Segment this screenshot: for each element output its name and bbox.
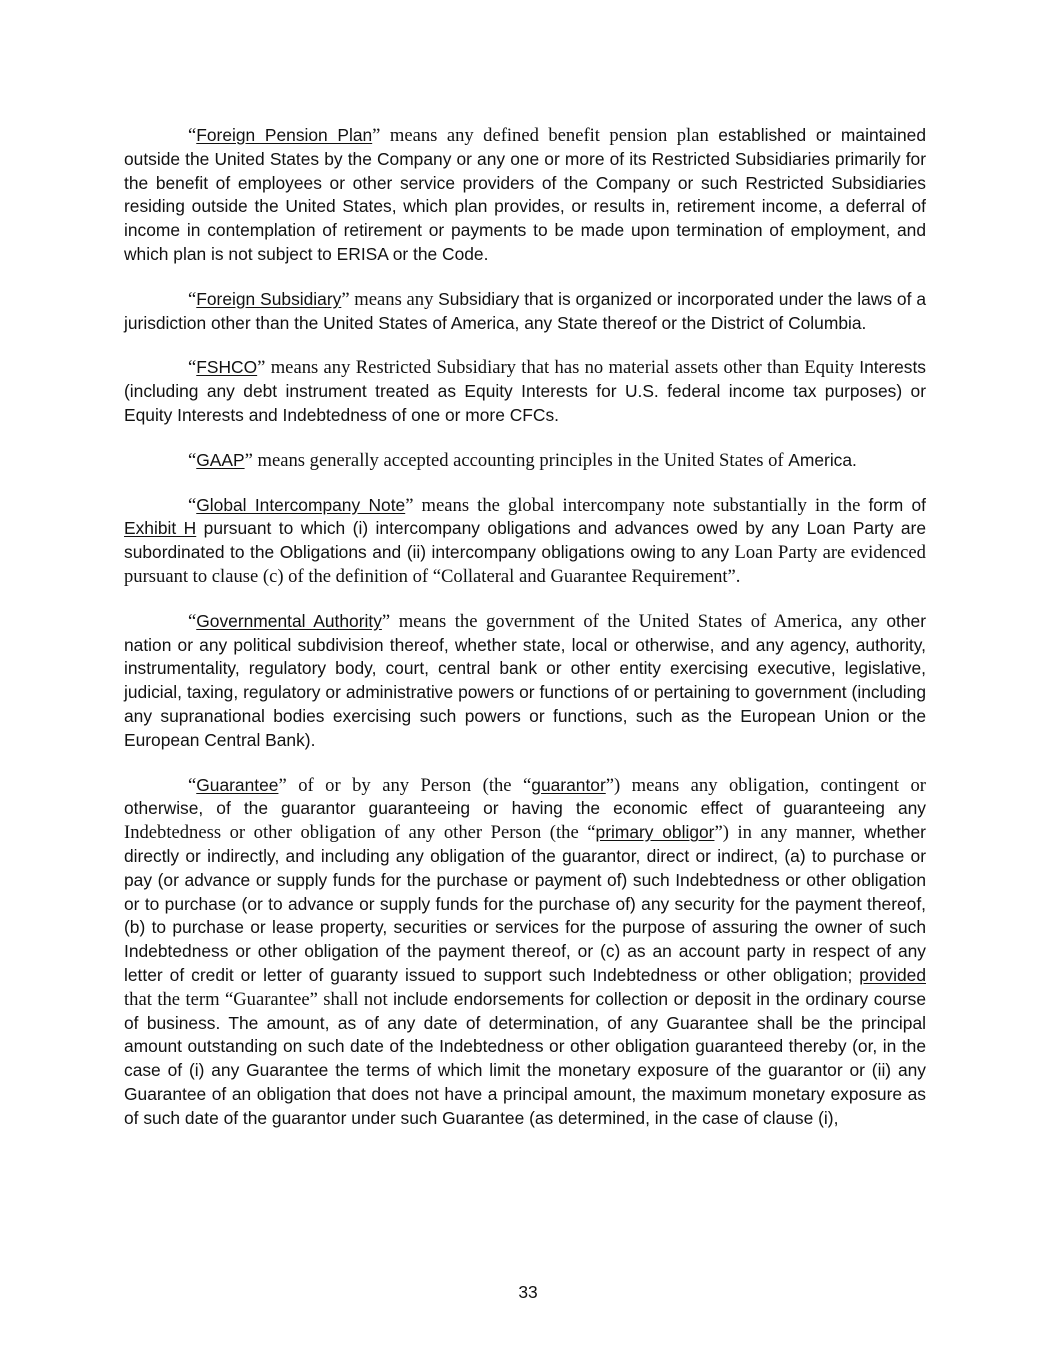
definition-fshco: “FSHCO” means any Restricted Subsidiary that has no material assets other than Equity Interests (including any debt instrument treated as Equity Interests for U.S. federal income tax purposes) or Equity Interests and Indebtedness of one or more CFCs. xyxy=(124,357,926,425)
page-number: 33 xyxy=(518,1282,538,1302)
definition-serif-text: Indebtedness or other obligation of any other Person (the “ xyxy=(124,822,596,844)
proviso-term: provided xyxy=(859,964,926,985)
definition-serif-text: ”) in any manner, xyxy=(714,822,865,844)
definition-gaap: “GAAP” means generally accepted accounting principles in the United States of America. xyxy=(188,449,857,471)
definition-serif-text: that the term “Guarantee” shall not xyxy=(124,988,394,1010)
definition-body: include endorsements for collection or deposit in the ordinary course of business. The amount, as of any date of determination, of any Guarantee shall be the principal amount outstanding on such date of the Indebtedness or other obligation guaranteed thereby (or, in the case of (i) any Guarantee the terms of which limit the monetary exposure of the guarantor or (ii) any Guarantee of an obligation that does not have a principal amount, the maximum monetary exposure as of such date of the guarantor under such Guarantee (as determined, in the case of clause (i), xyxy=(124,988,927,1128)
definition-body: form of xyxy=(868,494,927,515)
definition-lead: ” of or by any Person (the “ xyxy=(278,774,532,796)
defined-term-primary-obligor: primary obligor xyxy=(595,822,715,843)
definition-lead: ” means any xyxy=(341,288,439,310)
definition-lead: ” means any defined benefit pension plan xyxy=(372,125,719,146)
definition-body: America. xyxy=(788,449,857,470)
defined-term: Governmental Authority xyxy=(196,610,382,631)
definition-body: whether directly or indirectly, and including any obligation of the guarantor, direct or indirect, (a) to purchase or pay (or advance or supply funds for the purchase or payment of) such Indebtedness or other obligation or to purchase (or to advance or supply funds for the purchase of) any security for the payment thereof, (b) to purchase or lease property, securities or services for the purpose of assuring the owner of such Indebtedness or other obligation of the payment thereof, or (c) as an account party in respect of any letter of credit or letter of guaranty issued to support such Indebtedness or other obligation; xyxy=(124,822,926,985)
definition-body: otherwise, of the guarantor guaranteeing or having the economic effect of guaranteeing any xyxy=(124,798,926,819)
defined-term: Guarantee xyxy=(196,774,279,795)
definition-governmental-authority: “Governmental Authority” means the government of the United States of America, any other nation or any political subdivision thereof, whether state, local or otherwise, and any agency, authority, instrumentality, regulatory body, court, central bank or other entity exercising executive, legislative, judicial, taxing, regulatory or administrative powers or functions of or pertaining to government (including any supranational bodies exercising such powers or functions, such as the European Union or the European Central Bank). xyxy=(124,610,926,750)
defined-term: FSHCO xyxy=(196,357,258,378)
definition-foreign-subsidiary: “Foreign Subsidiary” means any Subsidiary that is organized or incorporated under the laws of a jurisdiction other than the United States of America, any State thereof or the District of Columbia. xyxy=(124,288,927,333)
defined-term: Global Intercompany Note xyxy=(196,494,406,515)
document-page xyxy=(124,124,926,1151)
definition-body: pursuant to which (i) intercompany obligations and advances owed by any Loan Party are subordinated to the Obligations and (ii) intercompany obligations owing to any xyxy=(124,518,926,563)
defined-term: Foreign Subsidiary xyxy=(196,288,342,309)
definition-global-intercompany-note: “Global Intercompany Note” means the global intercompany note substantially in the form of Exhibit H pursuant to which (i) intercompany obligations and advances owed by any Loan Party are subordinated to the Obligations and (ii) intercompany obligations owing to any Loan Party are evidenced pursuant to clause (c) of the definition of “Collateral and Guarantee Requirement”. xyxy=(124,494,927,587)
defined-term: GAAP xyxy=(196,449,245,470)
definition-tail: Loan Party are evidenced pursuant to clause (c) of the definition of “Collateral and Guarantee Requirement”. xyxy=(124,542,926,587)
definition-lead: ” means the global intercompany note substantially in the xyxy=(405,494,869,516)
defined-term: Foreign Pension Plan xyxy=(196,125,373,145)
definition-lead: ” means generally accepted accounting principles in the United States of xyxy=(244,449,789,471)
defined-term-guarantor: guarantor xyxy=(531,774,606,795)
definition-body: Subsidiary that is organized or incorporated under the laws of a jurisdiction other than the United States of America, any State thereof or the District of Columbia. xyxy=(124,288,927,333)
definition-lead: ”) means any obligation, contingent or xyxy=(605,774,926,796)
definition-lead: ” means any Restricted Subsidiary that has no material assets other than Equity xyxy=(257,357,860,379)
definition-body: established or maintained outside the United States by the Company or any one or more of its Restricted Subsidiaries primarily for the benefit of employees or other service providers of the Company or such Restricted Subsidiaries residing outside the United States, which plan provides, or results in, retirement income, a deferral of income in contemplation of retirement or payments to be made upon termination of employment, and which plan is not subject to ERISA or the Code. xyxy=(124,125,927,264)
definition-lead: ” means the government of the United States of America, any xyxy=(381,610,887,632)
definition-foreign-pension-plan: “Foreign Pension Plan” means any defined benefit pension plan established or maintained outside the United States by the Company or any one or more of its Restricted Subsidiaries primarily for the benefit of employees or other service providers of the Company or such Restricted Subsidiaries residing outside the United States, which plan provides, or results in, retirement income, a deferral of income in contemplation of retirement or payments to be made upon termination of employment, and which plan is not subject to ERISA or the Code. xyxy=(124,125,927,264)
definition-body: Interests (including any debt instrument treated as Equity Interests for U.S. federal income tax purposes) or Equity Interests and Indebtedness of one or more CFCs. xyxy=(124,357,926,425)
definition-guarantee: “Guarantee” of or by any Person (the “guarantor”) means any obligation, contingent or otherwise, of the guarantor guaranteeing or having the economic effect of guaranteeing any Indebtedness or other obligation of any other Person (the “primary obligor”) in any manner, whether directly or indirectly, and including any obligation of the guarantor, direct or indirect, (a) to purchase or pay (or advance or supply funds for the purchase or payment of) such Indebtedness or other obligation or to purchase (or to advance or supply funds for the purchase of) any security for the payment thereof, (b) to purchase or lease property, securities or services for the purpose of assuring the owner of such Indebtedness or other obligation of the payment thereof, or (c) as an account party in respect of any letter of credit or letter of guaranty issued to support such Indebtedness or other obligation; provided that the term “Guarantee” shall not include endorsements for collection or deposit in the ordinary course of business. The amount, as of any date of determination, of any Guarantee shall be the principal amount outstanding on such date of the Indebtedness or other obligation guaranteed thereby (or, in the case of (i) any Guarantee the terms of which limit the monetary exposure of the guarantor or (ii) any Guarantee of an obligation that does not have a principal amount, the maximum monetary exposure as of such date of the guarantor under such Guarantee (as determined, in the case of clause (i), xyxy=(124,774,927,1128)
exhibit-reference: Exhibit H xyxy=(124,518,197,539)
definition-body: other nation or any political subdivision thereof, whether state, local or otherwise, and any agency, authority, instrumentality, regulatory body, court, central bank or other entity exercising executive, legislative, judicial, taxing, regulatory or administrative powers or functions of or pertaining to government (including any supranational bodies exercising such powers or functions, such as the European Union or the European Central Bank). xyxy=(124,610,926,750)
